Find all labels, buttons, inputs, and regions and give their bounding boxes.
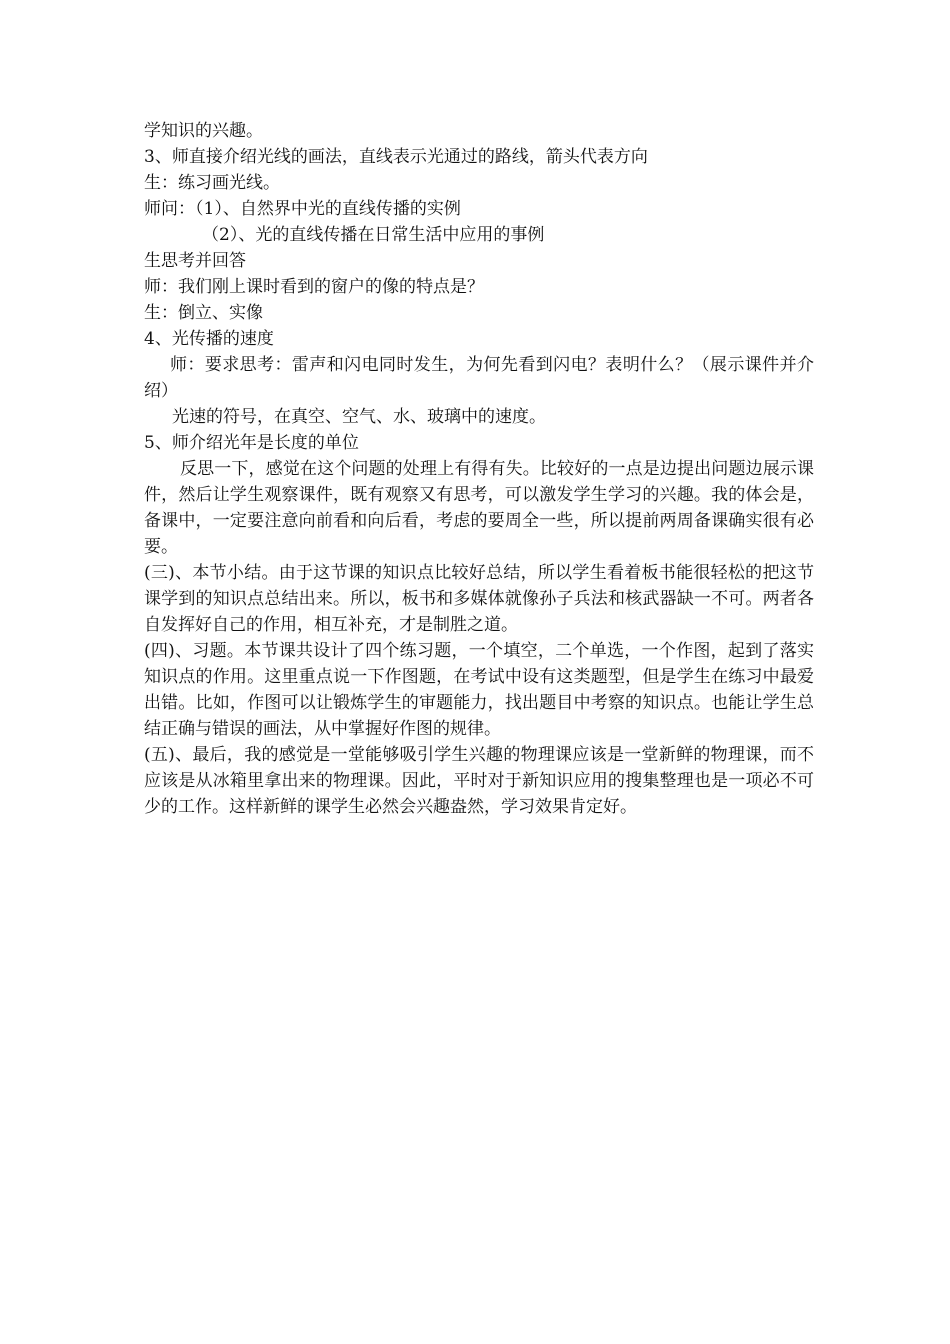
paragraph-final: (五)、最后，我的感觉是一堂能够吸引学生兴趣的物理课应该是一堂新鲜的物理课，而不应该是从冰箱里拿出来的物理课。因此，平时对于新知识应用的搜集整理也是一项必不可少的工作。这样新鲜的课学生必然会兴趣盎然，学习效果肯定好。	[144, 745, 814, 817]
text-line: 生思考并回答	[144, 251, 246, 271]
paragraph-reflection: 反思一下，感觉在这个问题的处理上有得有失。比较好的一点是边提出问题边展示课件，然后让学生观察课件，既有观察又有思考，可以激发学生学习的兴趣。我的体会是，备课中，一定要注意向前看和向后看，考虑的要周全一些，所以提前两周备课确实很有必要。	[144, 459, 814, 557]
text-line: （2）、光的直线传播在日常生活中应用的事例	[202, 225, 545, 245]
text-line: 3、师直接介绍光线的画法，直线表示光通过的路线，箭头代表方向	[144, 147, 648, 167]
paragraph-exercise: (四)、习题。本节课共设计了四个练习题，一个填空，二个单选，一个作图，起到了落实知识点的作用。这里重点说一下作图题，在考试中设有这类题型，但是学生在练习中最爱出错。比如，作图可以让锻炼学生的审题能力，找出题目中考察的知识点。也能让学生总结正确与错误的画法，从中掌握好作图的规律。	[144, 641, 814, 739]
text-line: 学知识的兴趣。	[144, 121, 263, 141]
paragraph-summary: (三)、本节小结。由于这节课的知识点比较好总结，所以学生看着板书能很轻松的把这节课学到的知识点总结出来。所以，板书和多媒体就像孙子兵法和核武器缺一不可。两者各自发挥好自己的作用，相互补充，才是制胜之道。	[144, 563, 814, 635]
text-line: 师问：（1）、自然界中光的直线传播的实例	[144, 199, 461, 219]
section-heading: 4、光传播的速度	[144, 329, 274, 349]
section-heading: 5、师介绍光年是长度的单位	[144, 433, 359, 453]
paragraph-think: 师：要求思考：雷声和闪电同时发生，为何先看到闪电？表明什么？（展示课件并介绍）	[144, 355, 814, 401]
text-line: 光速的符号，在真空、空气、水、玻璃中的速度。	[172, 407, 546, 427]
text-line: 生：倒立、实像	[144, 303, 263, 323]
document-page	[144, 118, 814, 820]
text-line: 生：练习画光线。	[144, 173, 280, 193]
text-line: 师：我们刚上课时看到的窗户的像的特点是？	[144, 277, 484, 297]
